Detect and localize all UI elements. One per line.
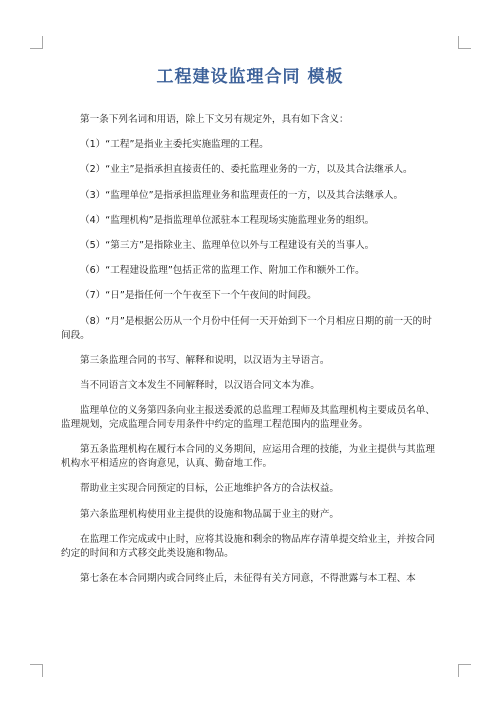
paragraph: 监理单位的义务第四条向业主报送委派的总监理工程师及其监理机构主要成员名单、监理规划，完成监理合同专用条件中约定的监理工程范围内的监理业务。 <box>61 405 435 431</box>
paragraph: 当不同语言文本发生不同解释时，以汉语合同文本为准。 <box>80 379 320 391</box>
document-title: 工程建设监理合同 模板 <box>156 67 344 87</box>
paragraph: （5）“第三方”是指除业主、监理单位以外与工程建设有关的当事人。 <box>80 239 375 251</box>
paragraph: 帮助业主实现合同预定的目标，公正地维护各方的合法权益。 <box>80 483 340 495</box>
paragraph: 第七条在本合同期内或合同终止后，未征得有关方同意，不得泄露与本工程、本 <box>80 573 416 584</box>
paragraph: （1）“工程”是指业主委托实施监理的工程。 <box>80 139 269 151</box>
paragraph: （7）“日”是指任何一个午夜至下一个午夜间的时间段。 <box>80 290 317 302</box>
paragraph: 第一条下列名词和用语，除上下文另有规定外，具有如下含义： <box>80 114 349 125</box>
paragraph: 第六条监理机构使用业主提供的设施和物品属于业主的财产。 <box>80 508 340 520</box>
paragraph: 第五条监理机构在履行本合同的义务期间，应运用合理的技能，为业主提供与其监理机构水平相适应的咨询意见，认真、勤奋地工作。 <box>61 444 435 470</box>
crop-mark-bottom-left <box>30 664 43 677</box>
paragraph: （6）“工程建设监理”包括正常的监理工作、附加工作和额外工作。 <box>80 265 365 277</box>
paragraph: （8）“月”是根据公历从一个月份中任何一天开始到下一个月相应日期的前一天的时间段。 <box>61 315 432 341</box>
paragraph: （2）“业主”是指承担直接责任的、委托监理业务的一方，以及其合法继承人。 <box>80 164 413 176</box>
document-body <box>61 113 439 597</box>
paragraph: 第三条监理合同的书写、解释和说明，以汉语为主导语言。 <box>80 354 330 366</box>
crop-mark-bottom-right <box>458 664 471 677</box>
crop-mark-top-right <box>458 36 471 49</box>
paragraph: （3）“监理单位”是指承担监理业务和监理责任的一方，以及其合法继承人。 <box>80 189 404 201</box>
crop-mark-top-left <box>30 36 43 49</box>
paragraph: （4）“监理机构”是指监理单位派驻本工程现场实施监理业务的组织。 <box>80 214 375 226</box>
paragraph: 在监理工作完成或中止时，应将其设施和剩余的物品库存清单提交给业主，并按合同约定的时间和方式移交此类设施和物品。 <box>61 533 435 559</box>
